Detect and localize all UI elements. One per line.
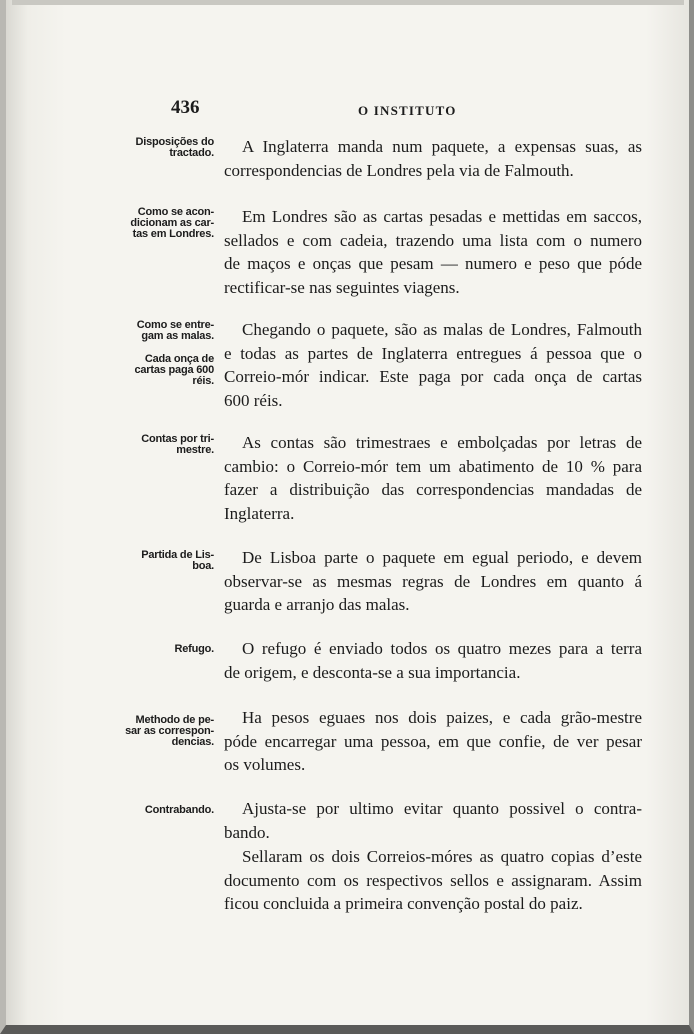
- running-title: O INSTITUTO: [358, 103, 457, 118]
- page-number: 436: [171, 97, 200, 118]
- margin-note: [118, 550, 214, 572]
- margin-note: [118, 207, 214, 240]
- margin-note-line: dencias.: [171, 736, 214, 748]
- margin-note-line: Disposições do: [135, 136, 214, 148]
- paragraph-line: Em Londres são as cartas pesadas e mettidas em saccos,: [242, 207, 642, 226]
- margin-note-line: Como se entre-: [136, 319, 214, 331]
- margin-note: [118, 320, 214, 342]
- margin-note: [118, 434, 214, 456]
- paragraph-line: guarda e arranjo das malas.: [224, 595, 410, 614]
- paragraph: [224, 797, 642, 844]
- paragraph: [224, 205, 642, 299]
- page-top-edge: [12, 0, 684, 5]
- paragraph-line: 600 réis.: [224, 390, 283, 410]
- page-header: [0, 97, 694, 127]
- paragraph-line: de origem, e desconta-se a sua importancia.: [224, 662, 521, 682]
- paragraph-line: Sellaram os dois Correios-móres as quatro copias d’este: [242, 847, 642, 866]
- paragraph-line: ficou concluida a primeira convenção postal do paiz.: [224, 894, 583, 913]
- margin-note-line: Partida de Lis-: [141, 549, 214, 561]
- paragraph: [224, 546, 642, 617]
- margin-note-line: cartas paga 600: [134, 364, 214, 376]
- margin-note: [118, 805, 214, 816]
- margin-note: [118, 644, 214, 655]
- paragraph: [224, 318, 642, 412]
- margin-note-line: Como se acon-: [137, 206, 214, 218]
- margin-note: [118, 715, 214, 748]
- margin-note-line: tractado.: [169, 147, 214, 159]
- paragraph-line: correspondencias de Londres pela via de Falmouth.: [224, 160, 574, 180]
- paragraph-line: fazer a distribuição das correspondencias mandadas de: [224, 480, 642, 499]
- paragraph-line: cambio: o Correio-mór tem um abatimento de 10 % para: [224, 456, 642, 476]
- margin-note-line: mestre.: [176, 444, 214, 456]
- paragraph-line: e todas as partes de Inglaterra entregues á pessoa que o: [224, 343, 642, 363]
- paragraph: [224, 135, 642, 182]
- paragraph-line: bando.: [224, 822, 270, 842]
- paragraph: [224, 431, 642, 525]
- paragraph-line: As contas são trimestraes e embolçadas por letras de: [242, 433, 642, 452]
- margin-note-line: Methodo de pe-: [135, 714, 214, 726]
- paragraph-line: A Inglaterra manda num paquete, a expensas suas, as: [242, 137, 642, 156]
- margin-note-line: Cada onça de: [144, 353, 214, 365]
- margin-note-line: gam as malas.: [141, 330, 214, 342]
- paragraph-line: O refugo é enviado todos os quatro mezes para a terra: [242, 639, 642, 658]
- paragraph-line: Inglaterra.: [224, 503, 295, 523]
- paragraph-line: Correio-mór indicar. Este paga por cada onça de cartas: [224, 367, 642, 386]
- paragraph-line: rectificar-se nas seguintes viagens.: [224, 277, 460, 297]
- margin-note-line: Refugo.: [174, 643, 214, 655]
- paragraph-line: os volumes.: [224, 755, 306, 774]
- margin-note-line: Contrabando.: [144, 804, 214, 816]
- paragraph: [224, 706, 642, 777]
- paragraph-line: póde encarregar uma pessoa, em que confie, de ver pesar: [224, 731, 642, 751]
- margin-note-line: réis.: [192, 375, 214, 387]
- paragraph-line: sellados e com cadeia, trazendo uma lista com o numero: [224, 230, 642, 250]
- margin-note-line: sar as correspon-: [125, 725, 214, 737]
- paragraph-line: Chegando o paquete, são as malas de Londres, Falmouth: [242, 320, 642, 339]
- paragraph-line: De Lisboa parte o paquete em egual periodo, e devem: [242, 548, 642, 567]
- margin-note: [118, 137, 214, 159]
- paragraph-line: documento com os respectivos sellos e assignaram. Assim: [224, 870, 642, 890]
- margin-note-line: Contas por tri-: [141, 433, 214, 445]
- paragraph-line: Ajusta-se por ultimo evitar quanto possivel o contra-: [242, 799, 642, 818]
- paragraph-line: Ha pesos eguaes nos dois paizes, e cada grão-mestre: [242, 708, 642, 727]
- paragraph-line: observar-se as mesmas regras de Londres em quanto á: [224, 571, 642, 591]
- margin-note-line: dicionam as car-: [130, 217, 214, 229]
- margin-note-line: boa.: [192, 560, 214, 572]
- paragraph: [224, 637, 642, 684]
- paragraph-line: de maços e onças que pesam — numero e peso que póde: [224, 254, 642, 273]
- margin-note-line: tas em Londres.: [132, 228, 214, 240]
- margin-note-fee: [118, 354, 214, 387]
- paragraph: [224, 845, 642, 916]
